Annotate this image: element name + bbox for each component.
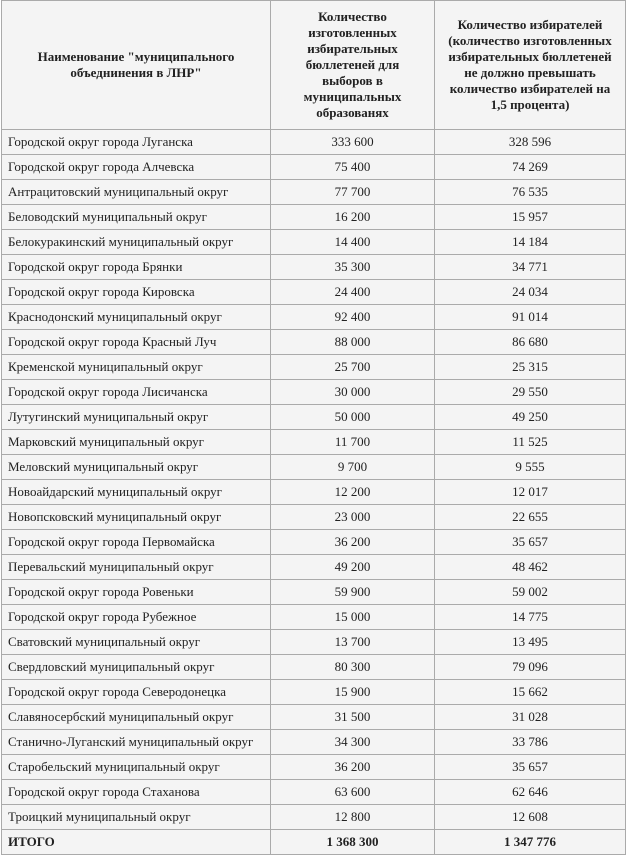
cell-voters: 59 002 [435,580,626,605]
table-row [2,230,626,255]
cell-voters: 9 555 [435,455,626,480]
cell-voters: 14 184 [435,230,626,255]
cell-ballots: 31 500 [271,705,435,730]
cell-voters: 12 608 [435,805,626,830]
cell-voters: 74 269 [435,155,626,180]
table-row [2,355,626,380]
cell-voters: 76 535 [435,180,626,205]
cell-voters: 13 495 [435,630,626,655]
cell-ballots: 12 200 [271,480,435,505]
cell-municipality: Марковский муниципальный округ [2,430,271,455]
total-label: ИТОГО [2,830,271,855]
table-row [2,755,626,780]
cell-ballots: 24 400 [271,280,435,305]
table-row [2,655,626,680]
cell-ballots: 34 300 [271,730,435,755]
cell-voters: 22 655 [435,505,626,530]
cell-municipality: Лутугинский муниципальный округ [2,405,271,430]
cell-municipality: Новоайдарский муниципальный округ [2,480,271,505]
cell-ballots: 11 700 [271,430,435,455]
cell-ballots: 16 200 [271,205,435,230]
cell-voters: 31 028 [435,705,626,730]
table-row [2,430,626,455]
total-ballots: 1 368 300 [271,830,435,855]
header-ballots-count: Количество изготовленных избирательных бюллетеней для выборов в муниципальных образованях [271,1,435,130]
cell-municipality: Городской округ города Алчевска [2,155,271,180]
cell-ballots: 30 000 [271,380,435,405]
table-row [2,605,626,630]
total-row [2,830,626,855]
table-row [2,180,626,205]
cell-voters: 34 771 [435,255,626,280]
table-row [2,780,626,805]
cell-municipality: Антрацитовский муниципальный округ [2,180,271,205]
cell-municipality: Городской округ города Брянки [2,255,271,280]
cell-voters: 25 315 [435,355,626,380]
header-voters-count: Количество избирателей (количество изготовленных избирательных бюллетеней не должно превышать количество избирателей на 1,5 процента) [435,1,626,130]
cell-municipality: Старобельский муниципальный округ [2,755,271,780]
cell-municipality: Меловский муниципальный округ [2,455,271,480]
cell-voters: 49 250 [435,405,626,430]
cell-municipality: Городской округ города Первомайска [2,530,271,555]
cell-municipality: Кременской муниципальный округ [2,355,271,380]
cell-voters: 35 657 [435,755,626,780]
cell-ballots: 333 600 [271,130,435,155]
cell-voters: 14 775 [435,605,626,630]
cell-voters: 12 017 [435,480,626,505]
cell-municipality: Городской округ города Северодонецка [2,680,271,705]
table-row [2,405,626,430]
ballots-table [1,0,626,855]
cell-municipality: Городской округ города Стаханова [2,780,271,805]
cell-ballots: 35 300 [271,255,435,280]
cell-ballots: 80 300 [271,655,435,680]
table-row [2,555,626,580]
header-municipality: Наименование "муниципального объеднинения в ЛНР" [2,1,271,130]
table-row [2,505,626,530]
cell-voters: 35 657 [435,530,626,555]
cell-ballots: 15 000 [271,605,435,630]
cell-municipality: Станично-Луганский муниципальный округ [2,730,271,755]
cell-voters: 33 786 [435,730,626,755]
cell-municipality: Перевальский муниципальный округ [2,555,271,580]
table-row [2,530,626,555]
cell-voters: 48 462 [435,555,626,580]
cell-voters: 328 596 [435,130,626,155]
table-header [2,1,626,130]
table-row [2,130,626,155]
cell-ballots: 75 400 [271,155,435,180]
cell-municipality: Краснодонский муниципальный округ [2,305,271,330]
cell-municipality: Городской округ города Кировска [2,280,271,305]
cell-voters: 15 957 [435,205,626,230]
cell-voters: 86 680 [435,330,626,355]
table-row [2,330,626,355]
cell-ballots: 13 700 [271,630,435,655]
table-row [2,280,626,305]
cell-ballots: 25 700 [271,355,435,380]
table-row [2,730,626,755]
cell-ballots: 15 900 [271,680,435,705]
cell-ballots: 88 000 [271,330,435,355]
cell-ballots: 63 600 [271,780,435,805]
cell-ballots: 14 400 [271,230,435,255]
cell-ballots: 77 700 [271,180,435,205]
table-row [2,630,626,655]
cell-ballots: 92 400 [271,305,435,330]
table-row [2,580,626,605]
cell-municipality: Сватовский муниципальный округ [2,630,271,655]
cell-ballots: 9 700 [271,455,435,480]
cell-municipality: Городской округ города Красный Луч [2,330,271,355]
header-row [2,1,626,130]
table-row [2,205,626,230]
cell-ballots: 36 200 [271,530,435,555]
cell-ballots: 23 000 [271,505,435,530]
cell-municipality: Беловодский муниципальный округ [2,205,271,230]
table-row [2,805,626,830]
table-row [2,455,626,480]
cell-ballots: 49 200 [271,555,435,580]
table-row [2,155,626,180]
cell-ballots: 50 000 [271,405,435,430]
cell-voters: 91 014 [435,305,626,330]
table-row [2,705,626,730]
cell-municipality: Троицкий муниципальный округ [2,805,271,830]
table-row [2,480,626,505]
cell-voters: 24 034 [435,280,626,305]
cell-ballots: 36 200 [271,755,435,780]
cell-municipality: Свердловский муниципальный округ [2,655,271,680]
cell-municipality: Городской округ города Ровеньки [2,580,271,605]
table-body [2,130,626,855]
cell-municipality: Городской округ города Рубежное [2,605,271,630]
cell-municipality: Городской округ города Лисичанска [2,380,271,405]
cell-ballots: 12 800 [271,805,435,830]
cell-voters: 79 096 [435,655,626,680]
cell-voters: 62 646 [435,780,626,805]
table-row [2,680,626,705]
cell-municipality: Белокуракинский муниципальный округ [2,230,271,255]
table-row [2,305,626,330]
table-row [2,255,626,280]
cell-voters: 15 662 [435,680,626,705]
cell-voters: 11 525 [435,430,626,455]
cell-ballots: 59 900 [271,580,435,605]
table-row [2,380,626,405]
total-voters: 1 347 776 [435,830,626,855]
cell-municipality: Городской округ города Луганска [2,130,271,155]
cell-municipality: Новопсковский муниципальный округ [2,505,271,530]
cell-municipality: Славяносербский муниципальный округ [2,705,271,730]
cell-voters: 29 550 [435,380,626,405]
